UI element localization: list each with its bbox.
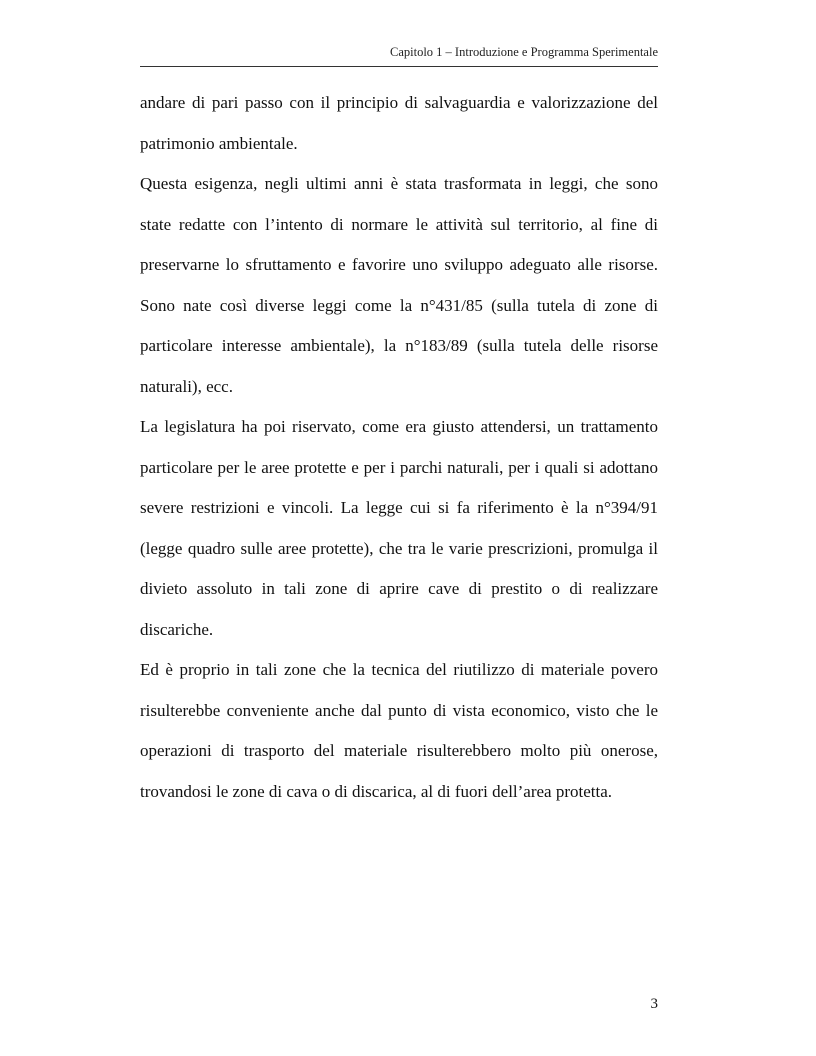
- running-header: Capitolo 1 – Introduzione e Programma Sperimentale: [390, 45, 658, 59]
- paragraph: La legislatura ha poi riservato, come era giusto attendersi, un trattamento particolare per le aree protette e per i parchi naturali, per i quali si adottano severe restrizioni e vincoli. La legge cui si fa riferimento è la n°394/91 (legge quadro sulle aree protette), che tra le varie prescrizioni, promulga il divieto assoluto in tali zone di aprire cave di prestito o di realizzare discariche.: [140, 417, 658, 639]
- page-number: 3: [650, 996, 658, 1012]
- header-rule: [140, 66, 658, 67]
- paragraph: Ed è proprio in tali zone che la tecnica del riutilizzo di materiale povero risulterebbe conveniente anche dal punto di vista economico, visto che le operazioni di trasporto del materiale risulterebbero molto più onerose, trovandosi le zone di cava o di discarica, al di fuori dell’area protetta.: [140, 660, 658, 801]
- body-text: [140, 83, 658, 812]
- paragraph: andare di pari passo con il principio di salvaguardia e valorizzazione del patrimonio ambientale.: [140, 93, 658, 153]
- paragraph: Questa esigenza, negli ultimi anni è stata trasformata in leggi, che sono state redatte con l’intento di normare le attività sul territorio, al fine di preservarne lo sfruttamento e favorire uno sviluppo adeguato alle risorse. Sono nate così diverse leggi come la n°431/85 (sulla tutela di zone di particolare interesse ambientale), la n°183/89 (sulla tutela delle risorse naturali), ecc.: [140, 174, 658, 396]
